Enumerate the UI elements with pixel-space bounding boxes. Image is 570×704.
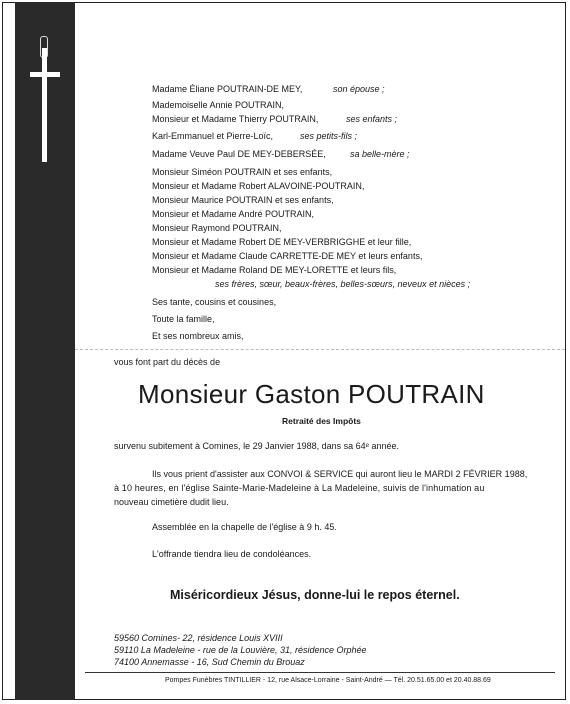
other-1: Toute la famille, — [152, 314, 215, 324]
address-0: 59560 Comines- 22, résidence Louis XVIII — [114, 633, 283, 643]
service-line-0: Ils vous prient d'assister aux CONVOI & SERVICE qui auront lieu le MARDI 2 FÉVRIER 1988, — [152, 469, 528, 479]
cross-icon-bar — [30, 72, 60, 77]
relatives-relation: ses frères, sœur, beaux-frères, belles-sœurs, neveux et nièces ; — [215, 279, 471, 289]
footer-text: Pompes Funèbres TINTILLIER - 12, rue Alsace-Lorraine - Saint-André — Tél. 20.51.65.00 et 20.40.88.69 — [165, 677, 491, 684]
offering-text: L'offrande tiendra lieu de condoléances. — [152, 549, 312, 559]
family-relation-2: ses enfants ; — [346, 114, 398, 124]
death-notice: survenu subitement à Comines, le 29 Janvier 1988, dans sa 64ᵉ année. — [114, 441, 400, 451]
fold-line — [75, 349, 565, 350]
family-name-2: Monsieur et Madame Thierry POUTRAIN, — [152, 114, 319, 124]
relative-5: Monsieur et Madame Robert DE MEY-VERBRIGGHE et leur fille, — [152, 237, 412, 247]
family-name-4: Madame Veuve Paul DE MEY-DEBERSÉE, — [152, 149, 326, 159]
other-0: Ses tante, cousins et cousines, — [152, 297, 277, 307]
relative-0: Monsieur Siméon POUTRAIN et ses enfants, — [152, 167, 333, 177]
announce-text: vous font part du décès de — [114, 357, 221, 367]
other-2: Et ses nombreux amis, — [152, 331, 244, 341]
relative-3: Monsieur et Madame André POUTRAIN, — [152, 209, 315, 219]
prayer-text: Miséricordieux Jésus, donne-lui le repos éternel. — [170, 588, 460, 602]
service-line-2: nouveau cimetière dudit lieu. — [114, 497, 229, 507]
address-1: 59110 La Madeleine - rue de la Louvière, 31, résidence Orphée — [114, 645, 367, 655]
family-name-0: Madame Éliane POUTRAIN-DE MEY, — [152, 84, 303, 94]
relative-6: Monsieur et Madame Claude CARRETTE-DE MEY et leurs enfants, — [152, 251, 423, 261]
family-name-3: Karl-Emmanuel et Pierre-Loïc, — [152, 131, 274, 141]
deceased-name: Monsieur Gaston POUTRAIN — [138, 379, 485, 409]
family-relation-4: sa belle-mère ; — [350, 149, 410, 159]
relative-4: Monsieur Raymond POUTRAIN, — [152, 223, 282, 233]
service-line-1: à 10 heures, en l'église Sainte-Marie-Madeleine à La Madeleine, suivis de l'inhumation au — [114, 483, 485, 493]
relative-1: Monsieur et Madame Robert ALAVOINE-POUTRAIN, — [152, 181, 365, 191]
family-relation-0: son épouse ; — [333, 84, 385, 94]
family-name-1: Mademoiselle Annie POUTRAIN, — [152, 100, 285, 110]
relative-2: Monsieur Maurice POUTRAIN et ses enfants, — [152, 195, 334, 205]
cross-icon — [42, 48, 47, 162]
footer-rule — [85, 672, 555, 673]
relative-7: Monsieur et Madame Roland DE MEY-LORETTE et leurs fils, — [152, 265, 397, 275]
deceased-title: Retraité des Impôts — [282, 416, 361, 426]
assembly-text: Assemblée en la chapelle de l'église à 9 h. 45. — [152, 522, 337, 532]
address-2: 74100 Annemasse - 16, Sud Chemin du Brouaz — [114, 657, 305, 667]
family-relation-3: ses petits-fils ; — [300, 131, 358, 141]
